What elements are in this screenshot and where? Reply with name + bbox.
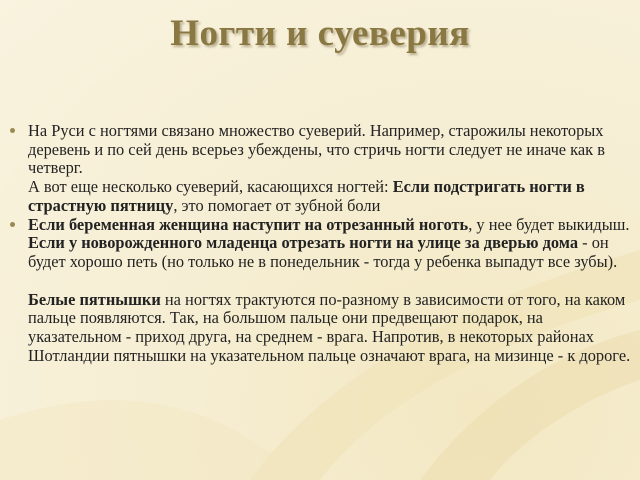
paragraph <box>28 216 632 272</box>
paragraph-bold-text: Если у новорожденного младенца отрезать ногти на улице за дверью дома <box>28 233 579 253</box>
bullet-icon <box>10 222 15 227</box>
slide-body <box>10 122 632 365</box>
paragraph: На Руси с ногтями связано множество суеверий. Например, старожилы некоторых деревень и по сей день всерьез убеждены, что стричь ногти следует не иначе как в четверг. <box>28 121 605 178</box>
paragraph-bold-text: Если беременная женщина наступит на отрезанный ноготь <box>28 214 469 234</box>
paragraph-bold-text: Если подстригать ногти в страстную пятницу <box>28 177 585 215</box>
bullet-item <box>10 122 632 216</box>
paragraph-bold-text: Белые пятнышки <box>28 289 161 309</box>
paragraph-text: А вот еще несколько суеверий, касающихся ногтей: <box>28 177 393 197</box>
paragraph <box>28 291 632 366</box>
paragraph-text: , у нее будет выкидыш. <box>468 214 630 234</box>
slide-title: Ногти и суеверия <box>170 13 470 54</box>
bullet-icon <box>10 128 15 133</box>
paragraph <box>28 178 632 215</box>
paragraph-text: на ногтях трактуются по-разному в зависимости от того, на каком пальце появляются. Так, на большом пальце они предвещают подарок, на указательном - приход друга, на среднем - врага. Напротив, в некоторых районах Шотландии пятнышки на указательном пальце означают врага, на мизинце - к дороге. <box>28 289 631 365</box>
bullet-item <box>10 216 632 366</box>
paragraph-text: , это помогает от зубной боли <box>173 195 381 215</box>
paragraph-text: - он будет хорошо петь (но только не в понедельник - тогда у ребенка выпадут все зубы). <box>28 233 618 271</box>
